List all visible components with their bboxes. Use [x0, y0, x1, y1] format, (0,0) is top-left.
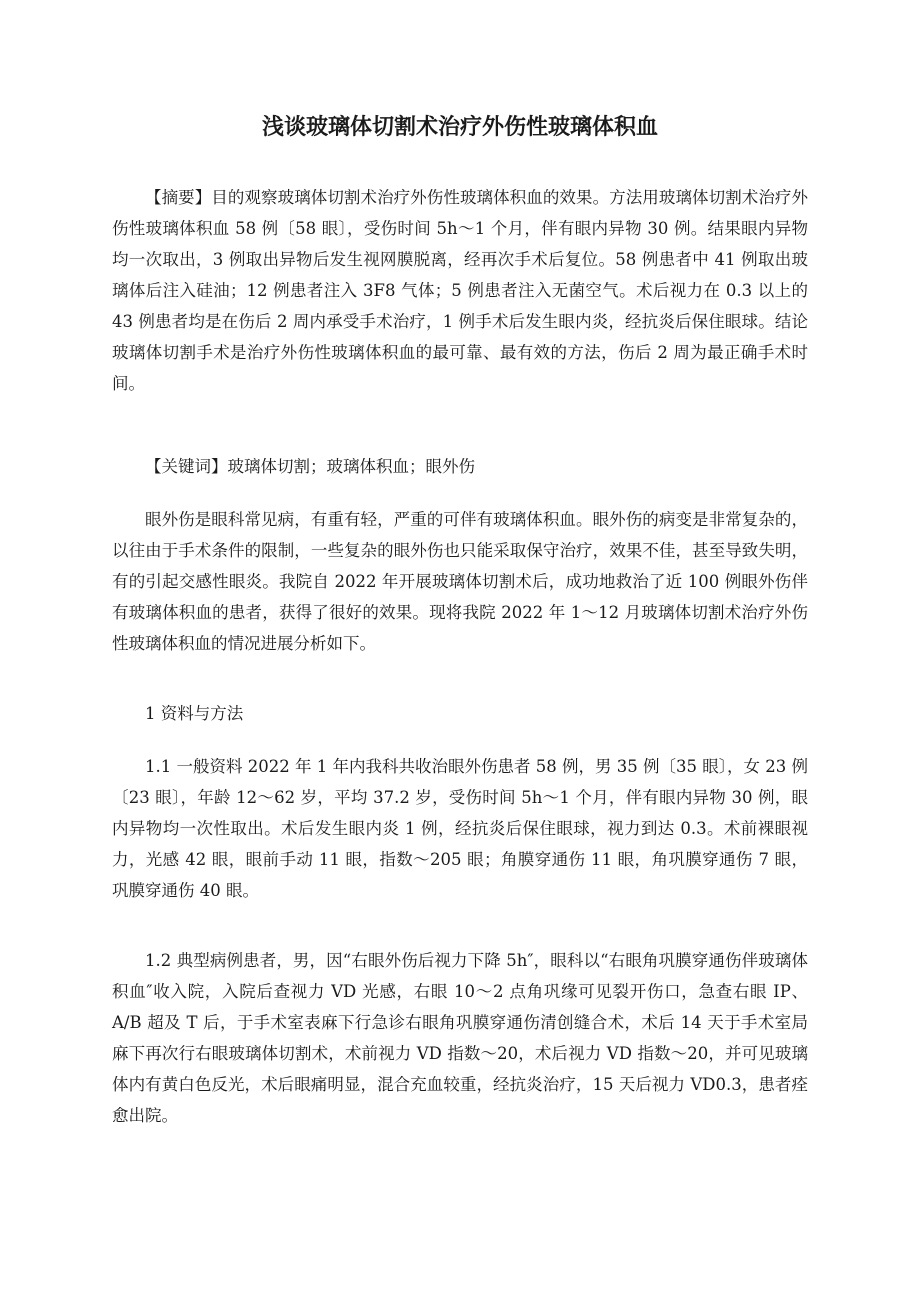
document-title: 浅谈玻璃体切割术治疗外伤性玻璃体积血 [261, 115, 658, 140]
keywords-paragraph: 【关键词】玻璃体切割；玻璃体积血；眼外伤 [145, 457, 475, 476]
introduction-paragraph: 眼外伤是眼科常见病，有重有轻，严重的可伴有玻璃体积血。眼外伤的病变是非常复杂的，以往由于手术条件的限制，一些复杂的眼外伤也只能采取保守治疗，效果不佳，甚至导致失明，有的引起交感性眼炎。我院自 2022 年开展玻璃体切割术后，成功地救治了近 100 例眼外伤伴有玻璃体积血的患者，获得了很好的效果。现将我院 2022 年 1～12 月玻璃体切割术治疗外伤性玻璃体积血的情况进展分析如下。 [112, 510, 808, 653]
section-1-heading: 1 资料与方法 [145, 704, 244, 723]
section-1-2-paragraph: 1.2 典型病例患者，男，因“右眼外伤后视力下降 5h″，眼科以“右眼角巩膜穿通伤伴玻璃体积血″收入院，入院后查视力 VD 光感，右眼 10～2 点角巩缘可见裂开伤口，急查右眼 IP、A/B 超及 T 后，于手术室表麻下行急诊右眼角巩膜穿通伤清创缝合术，术后 14 天于手术室局麻下再次行右眼玻璃体切割术，术前视力 VD 指数～20，术后视力 VD 指数～20，并可见玻璃体内有黄白色反光，术后眼痛明显，混合充血较重，经抗炎治疗，15 天后视力 VD0.3，患者痊愈出院。 [112, 951, 808, 1125]
abstract-paragraph: 【摘要】目的观察玻璃体切割术治疗外伤性玻璃体积血的效果。方法用玻璃体切割术治疗外伤性玻璃体积血 58 例〔58 眼〕，受伤时间 5h～1 个月，伴有眼内异物 30 例。结果眼内异物均一次取出，3 例取出异物后发生视网膜脱离，经再次手术后复位。58 例患者中 41 例取出玻璃体后注入硅油；12 例患者注入 3F8 气体；5 例患者注入无菌空气。术后视力在 0.3 以上的 43 例患者均是在伤后 2 周内承受手术治疗，1 例手术后发生眼内炎，经抗炎后保住眼球。结论玻璃体切割手术是治疗外伤性玻璃体积血的最可靠、最有效的方法，伤后 2 周为最正确手术时间。 [112, 188, 808, 393]
section-1-1-paragraph: 1.1 一般资料 2022 年 1 年内我科共收治眼外伤患者 58 例，男 35 例〔35 眼〕，女 23 例〔23 眼〕，年龄 12～62 岁，平均 37.2 岁，受伤时间 5h～1 个月，伴有眼内异物 30 例，眼内异物均一次性取出。术后发生眼内炎 1 例，经抗炎后保住眼球，视力到达 0.3。术前裸眼视力，光感 42 眼，眼前手动 11 眼，指数～205 眼；角膜穿通伤 11 眼，角巩膜穿通伤 7 眼，巩膜穿通伤 40 眼。 [112, 757, 808, 900]
